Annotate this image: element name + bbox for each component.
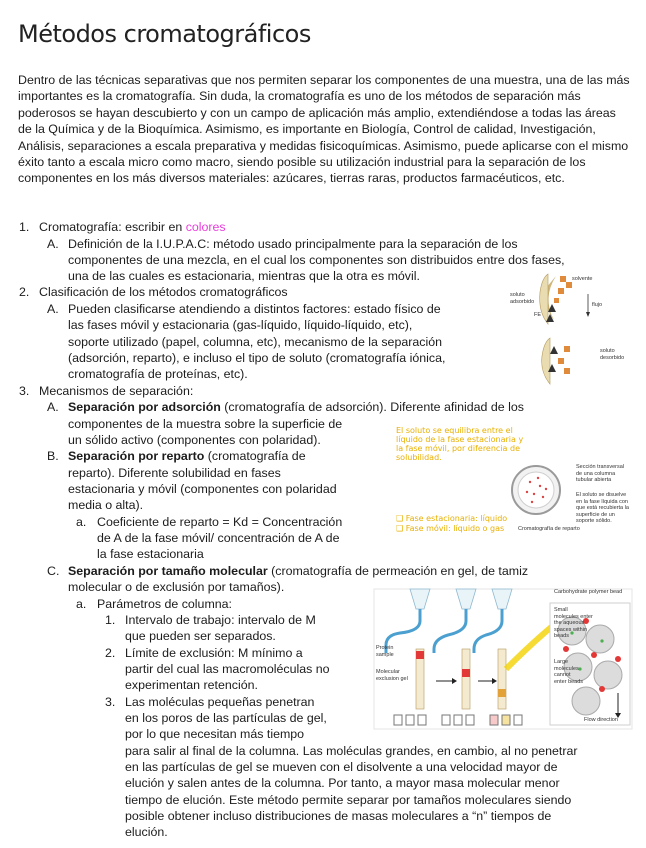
- s2-a-line: las fases móvil y estacionaria (gas-líquido, líquido-líquido, etc),: [68, 318, 413, 332]
- item-line: partir del cual las macromoléculas no: [125, 662, 330, 676]
- s3-a-marker: A.: [47, 400, 59, 414]
- s3-b-line: media o alta).: [68, 498, 144, 512]
- s1-a-line: una de las cuales es estacionaria, mientras que la otra es móvil.: [68, 269, 420, 283]
- soluto-adsorbido-label: soluto adsorbido: [510, 292, 535, 305]
- item-line: en las partículas de gel se mueven con el disolvente a una velocidad mayor de: [125, 760, 558, 774]
- solute-dissolves-label: El soluto se disuelve en la fase líquida con que está recubierta la superficie de un soporte sólido.: [576, 492, 629, 524]
- s3-b-sub-line: Coeficiente de reparto = Kd = Concentración: [97, 515, 343, 529]
- s3-c-bold: Separación por tamaño molecular: [68, 564, 268, 578]
- small-molecules-label: Small molecules enter the aqueous spaces within beads: [554, 607, 593, 639]
- s3-b-line: estacionaria y móvil (componentes con polaridad: [68, 482, 337, 496]
- legend-stationary-text: Fase estacionaria: líquido: [405, 514, 508, 523]
- s2-a-line: Pueden clasificarse atendiendo a distintos factores: estado físico de: [68, 302, 441, 316]
- item-line: Límite de exclusión: M mínimo a: [125, 646, 303, 660]
- s3-c-marker: C.: [47, 564, 60, 578]
- s3-c-line: molecular o de exclusión por tamaños).: [68, 580, 285, 594]
- flujo-label: flujo: [592, 302, 603, 308]
- s3-b-bold: Separación por reparto: [68, 449, 205, 463]
- s3-b-sub-line: la fase estacionaria: [97, 547, 204, 561]
- adsorption-illustration: [508, 268, 634, 390]
- s3-c-heading: [68, 563, 528, 579]
- s1-number: 1.: [19, 220, 30, 234]
- s2-heading: Clasificación de los métodos cromatográficos: [39, 285, 288, 299]
- item-line: elución y salen antes de la columna. Por tanto, a mayor masa molecular menor: [125, 776, 560, 790]
- item-number: 3.: [105, 695, 116, 709]
- item-line: Las moléculas pequeñas penetran: [125, 695, 315, 709]
- item-line: en los poros de las partículas de gel,: [125, 711, 327, 725]
- item-line: Intervalo de trabajo: intervalo de M: [125, 613, 316, 627]
- s3-a-bold: Separación por adsorción: [68, 400, 221, 414]
- exclusion-gel-label: Molecular exclusion gel: [376, 669, 408, 682]
- legend-mobile: ❑ Fase móvil: líquido o gas: [396, 524, 505, 533]
- page-title: Métodos cromatográficos: [18, 20, 311, 48]
- soluto-desorbido-label: soluto desorbido: [600, 348, 625, 361]
- adsorption-figure: [508, 268, 634, 390]
- s3-b-line: reparto). Diferente solubilidad en fases: [68, 466, 281, 480]
- flow-direction-label: Flow direction: [584, 717, 618, 723]
- item-line: para salir al final de la columna. Las moléculas grandes, en cambio, al no penetrar: [125, 744, 578, 758]
- s3-b-marker: B.: [47, 449, 59, 463]
- legend-mobile-text: Fase móvil: líquido o gas: [405, 524, 505, 533]
- s3-a-line: un sólido activo (componentes con polaridad).: [68, 433, 321, 447]
- reparto-figure: [392, 420, 632, 538]
- s3-b-sub-line: de A de la fase móvil/ concentración de A de: [97, 531, 340, 545]
- solvente-label: solvente: [572, 276, 593, 282]
- s3-a-line: componentes de la muestra sobre la superficie de: [68, 417, 343, 431]
- s3-heading: Mecanismos de separación:: [39, 384, 194, 398]
- item-number: 1.: [105, 613, 116, 627]
- item-line: experimentan retención.: [125, 678, 258, 692]
- s2-a-line: soporte utilizado (papel, columna, etc), mecanismo de la separación: [68, 335, 442, 349]
- item-line: por lo que necesitan más tiempo: [125, 727, 305, 741]
- gel-permeation-illustration: [372, 583, 634, 731]
- item-line: posible obtener incluso distribuciones de masas moleculares a “n” tiempos de: [125, 809, 552, 823]
- large-molecules-label: Large molecules cannot enter beads: [554, 659, 584, 685]
- item-line: tiempo de elución. Este método permite separar por tamaños moleculares siendo: [125, 793, 572, 807]
- s1-a-line: Definición de la I.U.P.A.C: método usado principalmente para la separación de los: [68, 237, 518, 251]
- gel-figure: [372, 583, 634, 731]
- s1-heading: [39, 219, 226, 235]
- item-number: 2.: [105, 646, 116, 660]
- s2-number: 2.: [19, 285, 30, 299]
- s3-c-sub-marker: a.: [76, 597, 87, 611]
- s3-a-rest: (cromatografía de adsorción). Diferente afinidad de los: [220, 400, 524, 414]
- s2-a-line: (adsorción, reparto), e incluso el tipo de soluto (cromatografía iónica,: [68, 351, 446, 365]
- s2-a-marker: A.: [47, 302, 59, 316]
- s1-a-line: componentes de una mezcla, en el cual los componentes son distribuidos entre dos fases,: [68, 253, 565, 267]
- s2-a-line: cromatografía de proteínas, etc).: [68, 367, 248, 381]
- s3-a-heading: [68, 399, 524, 415]
- column-cross-section: [510, 464, 562, 516]
- fe-label: FE: [534, 312, 542, 318]
- s1-label: Cromatografía: escribir en: [39, 220, 186, 234]
- s3-b-heading: [68, 448, 306, 464]
- s3-b-rest: (cromatografía de: [204, 449, 306, 463]
- s1-a-marker: A.: [47, 237, 59, 251]
- s3-number: 3.: [19, 384, 30, 398]
- item-line: que pueden ser separados.: [125, 629, 276, 643]
- s3-b-sub-marker: a.: [76, 515, 87, 529]
- protein-sample-label: Protein sample: [376, 645, 394, 658]
- carb-label: Carbohydrate polymer bead: [554, 589, 623, 595]
- s3-c-rest: (cromatografía de permeación en gel, de tamiz: [267, 564, 529, 578]
- reparto-caption: Cromatografía de reparto: [518, 526, 580, 532]
- s3-c-sub-label: Parámetros de columna:: [97, 597, 232, 611]
- cross-section-label: Sección transversal de una columna tubular abierta: [576, 464, 624, 483]
- item-line: elución.: [125, 825, 168, 839]
- s1-highlight: colores: [185, 220, 226, 234]
- legend-stationary: ❑ Fase estacionaria: líquido: [396, 514, 508, 523]
- intro-paragraph: Dentro de las técnicas separativas que nos permiten separar los componentes de una muestra, una de las más importantes es la cromatografía. Sin duda, la cromatografía es uno de los métodos de separación más poderosos se hayan descubierto y con un campo de aplicación más amplio, extendiéndose a todas las áreas de la Química y de la Bioquímica. Asimismo, es importante en Biología, Control de calidad, Investigación, Análisis, separaciones a escala preparativa y medidas fisicoquímicas. Asimismo, puede aplicarse con el mismo éxito tanto a escala micro como macro, siendo posible su utilización industrial para la separación de los componentes en los más diversos materiales: azúcares, tierras raras, productos farmacéuticos, etc.: [18, 73, 630, 186]
- reparto-note: El soluto se equilibra entre el líquido de la fase estacionaria y la fase móvil, por diferencia de solubilidad.: [396, 426, 524, 462]
